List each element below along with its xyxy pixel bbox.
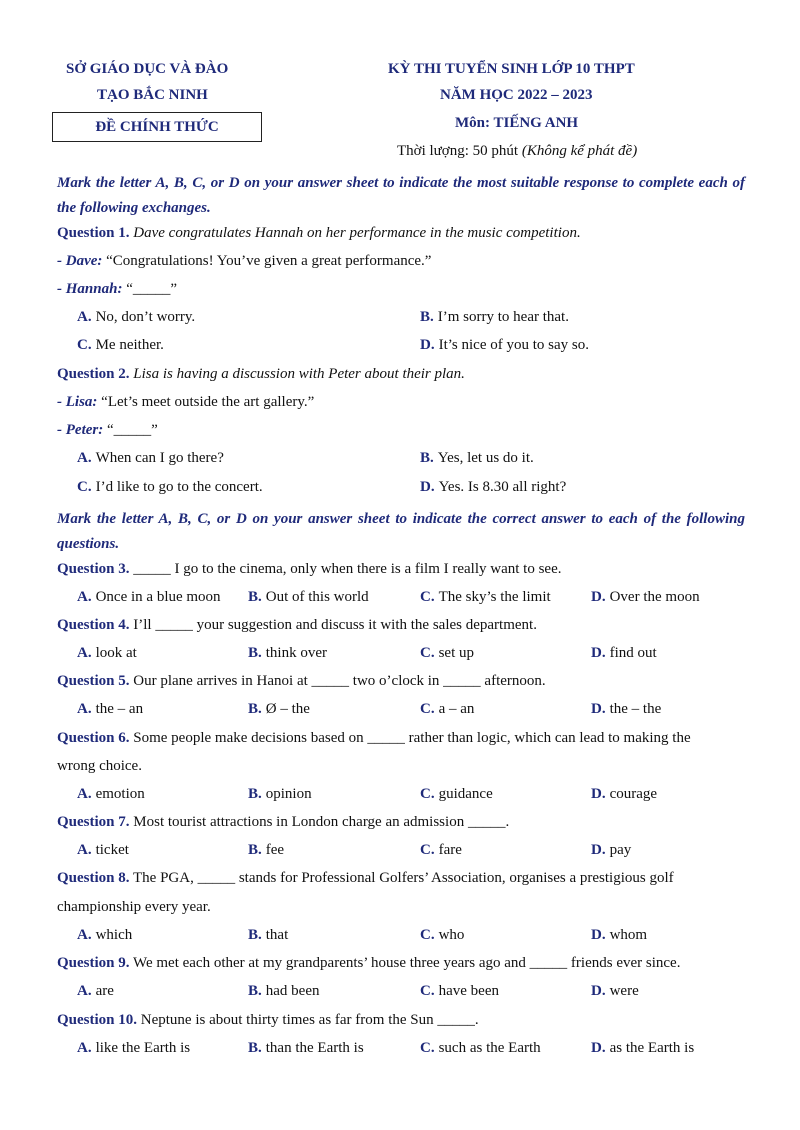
option-letter: C. <box>420 589 435 605</box>
option-text: think over <box>265 645 328 661</box>
q4-option-c[interactable] <box>420 645 474 662</box>
option-letter: D. <box>591 786 606 802</box>
question-label: Question 7. <box>57 814 130 830</box>
speaker: - Peter: <box>57 422 104 438</box>
q2-dialogue-line2 <box>57 422 158 439</box>
option-letter: A. <box>77 842 92 858</box>
option-letter: A. <box>77 701 92 717</box>
option-text: fare <box>438 842 462 858</box>
option-text: Over the moon <box>609 589 700 605</box>
option-text: as the Earth is <box>609 1040 695 1056</box>
speech: “_____” <box>106 422 158 438</box>
option-text: It’s nice of you to say so. <box>438 337 589 353</box>
option-letter: D. <box>591 589 606 605</box>
option-text: opinion <box>265 786 312 802</box>
question-label: Question 9. <box>57 955 130 971</box>
question-text: I’ll _____ your suggestion and discuss it with the sales department. <box>133 617 537 633</box>
question-label: Question 1. <box>57 225 130 241</box>
question-6 <box>57 730 691 747</box>
school-year: NĂM HỌC 2022 – 2023 <box>440 87 593 103</box>
option-text: have been <box>438 983 499 999</box>
q1-dialogue-line1 <box>57 253 431 270</box>
question-9 <box>57 955 680 972</box>
q1-option-b[interactable] <box>420 309 569 326</box>
option-letter: D. <box>591 701 606 717</box>
question-label: Question 2. <box>57 366 130 382</box>
option-letter: D. <box>591 983 606 999</box>
q5-option-d[interactable] <box>591 701 661 718</box>
option-text: fee <box>265 842 285 858</box>
q7-option-c[interactable] <box>420 842 462 859</box>
option-text: Once in a blue moon <box>95 589 221 605</box>
option-letter: D. <box>420 479 435 495</box>
option-text: I’m sorry to hear that. <box>437 309 569 325</box>
official-label-box <box>52 112 262 142</box>
option-letter: B. <box>248 983 262 999</box>
option-letter: D. <box>420 337 435 353</box>
option-letter: C. <box>420 701 435 717</box>
question-text: We met each other at my grandparents’ house three years ago and _____ friends ever since. <box>133 955 681 971</box>
option-letter: C. <box>420 645 435 661</box>
duration-text: Thời lượng: 50 phút <box>397 143 519 159</box>
question-prompt: Dave congratulates Hannah on her performance in the music competition. <box>133 225 581 241</box>
q7-option-d[interactable] <box>591 842 631 859</box>
speaker: - Lisa: <box>57 394 98 410</box>
question-3 <box>57 561 561 578</box>
option-letter: C. <box>77 479 92 495</box>
option-text: Me neither. <box>95 337 164 353</box>
option-text: that <box>265 927 289 943</box>
option-text: are <box>95 983 114 999</box>
speaker: - Hannah: <box>57 281 123 297</box>
option-letter: A. <box>77 450 92 466</box>
question-prompt: Lisa is having a discussion with Peter about their plan. <box>133 366 465 382</box>
q2-option-a[interactable] <box>77 450 224 467</box>
q4-option-a[interactable] <box>77 645 137 662</box>
option-letter: B. <box>420 450 434 466</box>
section2-instruction: Mark the letter A, B, C, or D on your answer sheet to indicate the correct answer to each of the following questions. <box>57 511 745 552</box>
option-letter: C. <box>420 842 435 858</box>
question-text: Some people make decisions based on _____ rather than logic, which can lead to making the <box>133 730 691 746</box>
option-text: emotion <box>95 786 145 802</box>
option-text: the – an <box>95 701 144 717</box>
q1-dialogue-line2 <box>57 281 177 298</box>
question-text: _____ I go to the cinema, only when there is a film I really want to see. <box>133 561 562 577</box>
q10-option-c[interactable] <box>420 1040 541 1057</box>
q7-option-b[interactable] <box>248 842 284 859</box>
option-letter: C. <box>77 337 92 353</box>
option-text: guidance <box>438 786 493 802</box>
q3-option-a[interactable] <box>77 589 221 606</box>
option-text: Out of this world <box>265 589 369 605</box>
question-2 <box>57 366 465 383</box>
question-text: The PGA, _____ stands for Professional Golfers’ Association, organises a prestigious golf <box>133 870 674 886</box>
option-text: No, don’t worry. <box>95 309 196 325</box>
question-5 <box>57 673 546 690</box>
option-letter: B. <box>248 786 262 802</box>
option-text: who <box>438 927 465 943</box>
q9-option-c[interactable] <box>420 983 499 1000</box>
option-text: I’d like to go to the concert. <box>95 479 263 495</box>
option-letter: D. <box>591 1040 606 1056</box>
q9-option-b[interactable] <box>248 983 320 1000</box>
option-letter: B. <box>248 645 262 661</box>
official-label: ĐỀ CHÍNH THỨC <box>95 119 219 135</box>
question-label: Question 8. <box>57 870 130 886</box>
option-letter: D. <box>591 645 606 661</box>
q5-option-a[interactable] <box>77 701 143 718</box>
option-text: The sky’s the limit <box>438 589 551 605</box>
option-letter: A. <box>77 309 92 325</box>
option-letter: D. <box>591 927 606 943</box>
option-letter: A. <box>77 786 92 802</box>
q6-option-c[interactable] <box>420 786 493 803</box>
option-letter: A. <box>77 589 92 605</box>
q2-option-b[interactable] <box>420 450 534 467</box>
question-label: Question 6. <box>57 730 130 746</box>
question-text: Neptune is about thirty times as far from the Sun _____. <box>140 1012 479 1028</box>
option-text: like the Earth is <box>95 1040 191 1056</box>
option-letter: A. <box>77 645 92 661</box>
q3-option-d[interactable] <box>591 589 700 606</box>
q3-option-c[interactable] <box>420 589 551 606</box>
section1-instruction: Mark the letter A, B, C, or D on your answer sheet to indicate the most suitable response to complete each of the following exchanges. <box>57 175 745 216</box>
q1-option-d[interactable] <box>420 337 589 354</box>
speech: “Let’s meet outside the art gallery.” <box>101 394 315 410</box>
option-letter: A. <box>77 927 92 943</box>
question-label: Question 3. <box>57 561 130 577</box>
option-letter: B. <box>248 701 262 717</box>
question-4 <box>57 617 537 634</box>
q2-option-d[interactable] <box>420 479 566 496</box>
option-letter: C. <box>420 1040 435 1056</box>
q4-option-d[interactable] <box>591 645 657 662</box>
option-letter: B. <box>248 927 262 943</box>
option-letter: C. <box>420 983 435 999</box>
question-6-continued: wrong choice. <box>57 758 142 774</box>
option-text: pay <box>609 842 632 858</box>
option-text: than the Earth is <box>265 1040 364 1056</box>
question-7 <box>57 814 509 831</box>
option-letter: B. <box>248 842 262 858</box>
q4-option-b[interactable] <box>248 645 327 662</box>
q2-dialogue-line1 <box>57 394 314 411</box>
q6-option-b[interactable] <box>248 786 312 803</box>
duration <box>397 143 637 160</box>
q1-option-a[interactable] <box>77 309 195 326</box>
q5-option-b[interactable] <box>248 701 310 718</box>
option-letter: B. <box>248 1040 262 1056</box>
option-text: Ø – the <box>265 701 310 717</box>
q8-option-b[interactable] <box>248 927 288 944</box>
speech: “_____” <box>126 281 178 297</box>
q10-option-d[interactable] <box>591 1040 694 1057</box>
option-text: ticket <box>95 842 129 858</box>
q10-option-a[interactable] <box>77 1040 190 1057</box>
question-text: Most tourist attractions in London charge an admission _____. <box>133 814 510 830</box>
department-name-line1: SỞ GIÁO DỤC VÀ ĐÀO <box>66 61 229 77</box>
q8-option-d[interactable] <box>591 927 647 944</box>
q7-option-a[interactable] <box>77 842 129 859</box>
question-8 <box>57 870 674 887</box>
option-text: set up <box>438 645 475 661</box>
q6-option-a[interactable] <box>77 786 145 803</box>
option-text: When can I go there? <box>95 450 224 466</box>
option-text: whom <box>609 927 648 943</box>
question-1 <box>57 225 581 242</box>
question-label: Question 5. <box>57 673 130 689</box>
option-text: courage <box>609 786 658 802</box>
option-letter: B. <box>248 589 262 605</box>
question-text: Our plane arrives in Hanoi at _____ two o’clock in _____ afternoon. <box>133 673 546 689</box>
option-text: such as the Earth <box>438 1040 541 1056</box>
q5-option-c[interactable] <box>420 701 474 718</box>
option-text: find out <box>609 645 657 661</box>
option-text: Yes, let us do it. <box>437 450 534 466</box>
question-label: Question 4. <box>57 617 130 633</box>
q8-option-c[interactable] <box>420 927 464 944</box>
option-text: had been <box>265 983 320 999</box>
option-letter: B. <box>420 309 434 325</box>
option-text: a – an <box>438 701 475 717</box>
q10-option-b[interactable] <box>248 1040 364 1057</box>
exam-title: KỲ THI TUYỂN SINH LỚP 10 THPT <box>388 61 635 77</box>
department-name-line2: TẠO BẮC NINH <box>97 87 208 103</box>
option-letter: D. <box>591 842 606 858</box>
question-label: Question 10. <box>57 1012 138 1028</box>
option-text: look at <box>95 645 137 661</box>
option-letter: A. <box>77 983 92 999</box>
option-text: the – the <box>609 701 662 717</box>
q6-option-d[interactable] <box>591 786 657 803</box>
q1-option-c[interactable] <box>77 337 164 354</box>
speech: “Congratulations! You’ve given a great performance.” <box>106 253 432 269</box>
q2-option-c[interactable] <box>77 479 263 496</box>
speaker: - Dave: <box>57 253 103 269</box>
option-letter: C. <box>420 927 435 943</box>
option-text: which <box>95 927 133 943</box>
q3-option-b[interactable] <box>248 589 369 606</box>
q9-option-a[interactable] <box>77 983 114 1000</box>
question-10 <box>57 1012 479 1029</box>
q9-option-d[interactable] <box>591 983 639 1000</box>
question-8-continued: championship every year. <box>57 899 211 915</box>
duration-note: (Không kể phát đề) <box>521 143 638 159</box>
option-text: were <box>609 983 639 999</box>
q8-option-a[interactable] <box>77 927 132 944</box>
option-text: Yes. Is 8.30 all right? <box>438 479 567 495</box>
option-letter: C. <box>420 786 435 802</box>
option-letter: A. <box>77 1040 92 1056</box>
subject: Môn: TIẾNG ANH <box>455 115 579 131</box>
